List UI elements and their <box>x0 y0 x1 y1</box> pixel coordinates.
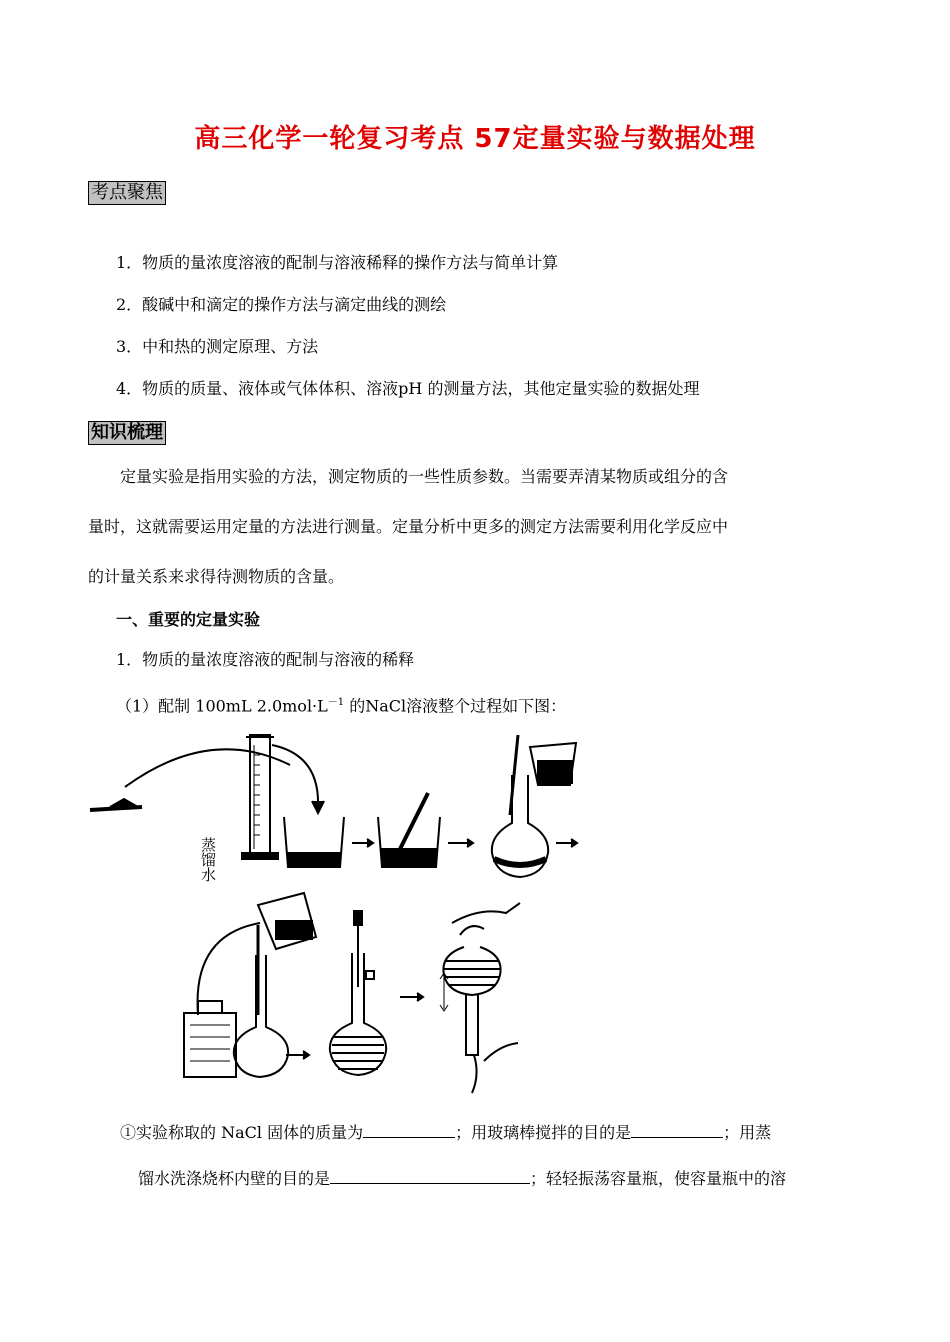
page-title: 高三化学一轮复习考点 57定量实验与数据处理 <box>194 124 756 154</box>
heading-important-experiments: 一、重要的定量实验 <box>116 610 261 629</box>
section-label-zhishi: 知识梳理 <box>88 421 166 445</box>
q1-line2b: ；轻轻振荡容量瓶，使容量瓶中的溶 <box>530 1169 787 1188</box>
volumetric-flask-rinse <box>234 893 316 1077</box>
q1-part2: ；用玻璃棒搅拌的目的是 <box>455 1123 632 1142</box>
volumetric-flask-transfer <box>492 735 576 877</box>
transfer-arc-2 <box>272 745 318 807</box>
subheading-nacl-preparation <box>116 692 566 717</box>
q1-line2a: 馏水洗涤烧杯内壁的目的是 <box>138 1169 331 1188</box>
question-line-2 <box>138 1167 786 1190</box>
section-label-kaodian: 考点聚焦 <box>88 181 166 205</box>
point-1: 1．物质的量浓度溶液的配制与溶液稀释的操作方法与简单计算 <box>116 253 559 272</box>
beaker-stirring <box>378 793 440 867</box>
point-3: 3．中和热的测定原理、方法 <box>116 337 319 356</box>
subheading-solution-preparation: 1．物质的量浓度溶液的配制与溶液的稀释 <box>116 650 415 669</box>
beaker-dissolve <box>284 817 344 867</box>
intro-line-1: 定量实验是指用实验的方法，测定物质的一些性质参数。当需要弄清某物质或组分的含 <box>120 467 729 486</box>
q1-part3: ；用蒸 <box>723 1123 772 1142</box>
reagent-bottle <box>184 1001 236 1077</box>
answer-blank-mass[interactable] <box>363 1121 455 1138</box>
q1-part1: ①实验称取的 NaCl 固体的质量为 <box>120 1123 364 1142</box>
point-4: 4．物质的质量、液体或气体体积、溶液pH 的测量方法，其他定量实验的数据处理 <box>116 379 700 398</box>
question-line-1 <box>120 1121 771 1144</box>
nacl-text-suffix: 的NaCl溶液整个过程如下图： <box>344 696 567 716</box>
transfer-arc-1 <box>125 749 290 787</box>
distilled-water-label: 蒸馏水 <box>199 837 217 882</box>
solution-preparation-figure <box>80 725 610 1105</box>
point-2: 2．酸碱中和滴定的操作方法与滴定曲线的测绘 <box>116 295 447 314</box>
intro-line-2: 量时，这就需要运用定量的方法进行测量。定量分析中更多的测定方法需要利用化学反应中 <box>88 517 729 536</box>
intro-line-3: 的计量关系来求得待测物质的含量。 <box>88 567 345 586</box>
nacl-text-sup: －1 <box>327 697 345 708</box>
nacl-text-prefix: （1）配制 100mL 2.0mol·L <box>116 696 328 716</box>
answer-blank-wash-purpose[interactable] <box>330 1167 530 1184</box>
answer-blank-stir-purpose[interactable] <box>631 1121 723 1138</box>
volumetric-flask-dropper <box>330 911 386 1075</box>
weighing-balance <box>90 799 142 810</box>
flask-inversion <box>443 903 520 1093</box>
